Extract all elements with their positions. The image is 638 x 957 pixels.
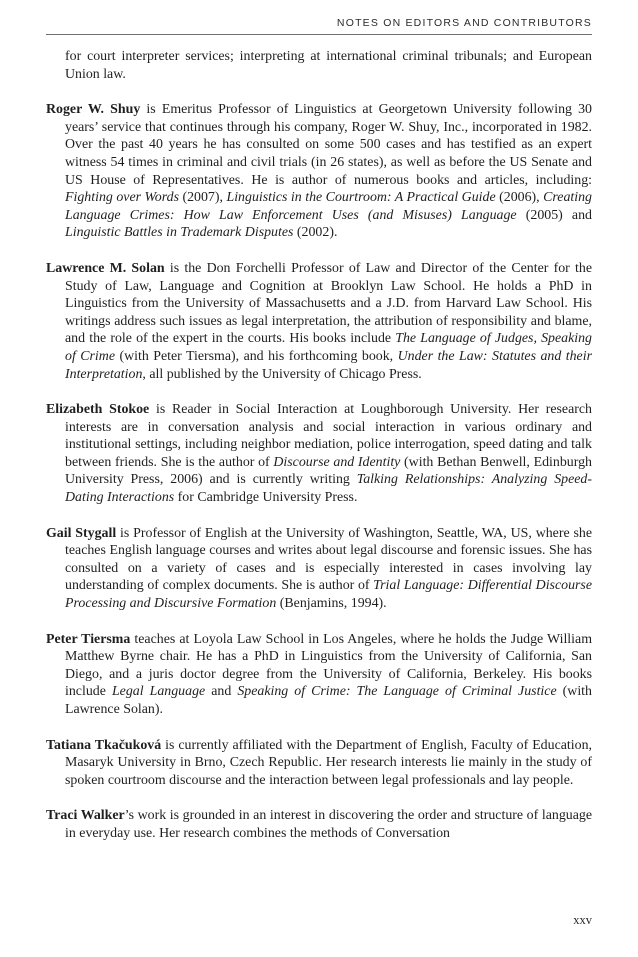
book-title: Creating Language Crimes: How Law Enforcement Uses (and Misuses) Language (65, 190, 592, 223)
contributor-entry (46, 401, 592, 507)
book-title: Talking Relationships: Analyzing Speed-Dating Interactions (65, 472, 592, 506)
bio-text: and (205, 684, 238, 700)
bio-text: (with Lawrence Solan). (65, 684, 592, 717)
contributor-entry (46, 737, 592, 790)
bio-text: , all published by the University of Chicago Press. (142, 366, 422, 382)
contributor-name: Traci Walker (46, 808, 125, 824)
bio-text: is Professor of English at the University of Washington, Seattle, WA, US, where she teaches English language courses and writes about legal discourse and forensic issues. She has consulted on a variety of cases and is especially interested in cases involving lay understanding of complex documents. She is author of (65, 525, 592, 594)
book-title: Discourse and Identity (273, 454, 401, 470)
book-title: Speaking of Crime: The Language of Criminal Justice (237, 684, 557, 700)
book-title: Fighting over Words (65, 190, 179, 206)
header-rule (46, 34, 592, 35)
book-title: Linguistics in the Courtroom: A Practical Guide (226, 190, 496, 206)
book-title: Trial Language: Differential Discourse Processing and Discursive Formation (65, 578, 592, 612)
page-number: xxv (573, 913, 592, 927)
book-title: Legal Language (111, 684, 206, 700)
bio-text: (2006), (495, 190, 544, 206)
contributor-name: Tatiana Tkačuková (46, 737, 162, 753)
contributor-list (46, 101, 592, 842)
book-title: Under the Law: Statutes and their Interpretation (65, 348, 592, 382)
running-head: NOTES ON EDITORS AND CONTRIBUTORS (336, 17, 592, 29)
bio-text: is Reader in Social Interaction at Loughborough University. Her research interests are in conversation analysis and social interaction in various ordinary and institutional settings, including neighbor mediation, police interrogation, speed dating and talk between friends. She is the author of (65, 402, 592, 470)
bio-text: is currently affiliated with the Department of English, Faculty of Education, Masaryk University in Brno, Czech Republic. Her research interests lie mainly in the study of spoken courtroom discourse and the interaction between legal professionals and lay people. (65, 737, 592, 788)
bio-text: (2002). (293, 225, 338, 241)
contributor-entry (46, 807, 592, 842)
bio-text: (Benjamins, 1994). (276, 596, 387, 612)
contributor-name: Peter Tiersma (46, 631, 131, 647)
continued-entry: for court interpreter services; interpreting at international criminal tribunals; and European Union law. (65, 49, 592, 82)
bio-text: (with Peter Tiersma), and his forthcoming book, (115, 348, 398, 364)
page-body (46, 48, 592, 861)
book-title: Linguistic Battles in Trademark Disputes (65, 225, 294, 241)
bio-text: ’s work is grounded in an interest in discovering the order and structure of language in everyday use. Her research combines the methods of Conversation (65, 808, 592, 841)
contributor-entry (46, 631, 592, 719)
contributor-entry (46, 260, 592, 383)
book-title: The Language of Judges, Speaking of Crime (65, 331, 592, 364)
bio-text: teaches at Loyola Law School in Los Angeles, where he holds the Judge William Matthew Byrne chair. He has a PhD in Linguistics from the University of California, San Diego, and a juris doctor degree from the University of California, Berkeley. His books include (65, 631, 592, 700)
contributor-name: Lawrence M. Solan (46, 260, 165, 276)
contributor-entry (46, 525, 592, 613)
contributor-name: Roger W. Shuy (46, 102, 141, 118)
contributor-entry (46, 101, 592, 242)
bio-text: is the Don Forchelli Professor of Law and Director of the Center for the Study of Law, Language and Cognition at Brooklyn Law School. He holds a PhD in Linguistics from the University of Massachusetts and a J.D. from Harvard Law School. His writings address such issues as legal interpretation, the attribution of responsibility and blame, and the role of the expert in the courts. His books include (65, 260, 593, 347)
bio-text: is Emeritus Professor of Linguistics at Georgetown University following 30 years’ service that continues through his company, Roger W. Shuy, Inc., incorporated in 1982. Over the past 40 years he has consulted on some 500 cases and has testified as an expert witness 54 times in criminal and civil trials (in 26 states), as well as before the US Senate and US House of Representatives. He is author of numerous books and articles, including: (65, 102, 593, 188)
bio-text: (2007), (178, 190, 227, 206)
bio-text: for Cambridge University Press. (174, 490, 358, 506)
contributor-name: Elizabeth Stokoe (46, 402, 150, 418)
contributor-name: Gail Stygall (46, 525, 117, 541)
bio-text: (2005) and (516, 207, 592, 223)
bio-text: (with Bethan Benwell, Edinburgh University Press, 2006) and is currently writing (65, 454, 592, 488)
